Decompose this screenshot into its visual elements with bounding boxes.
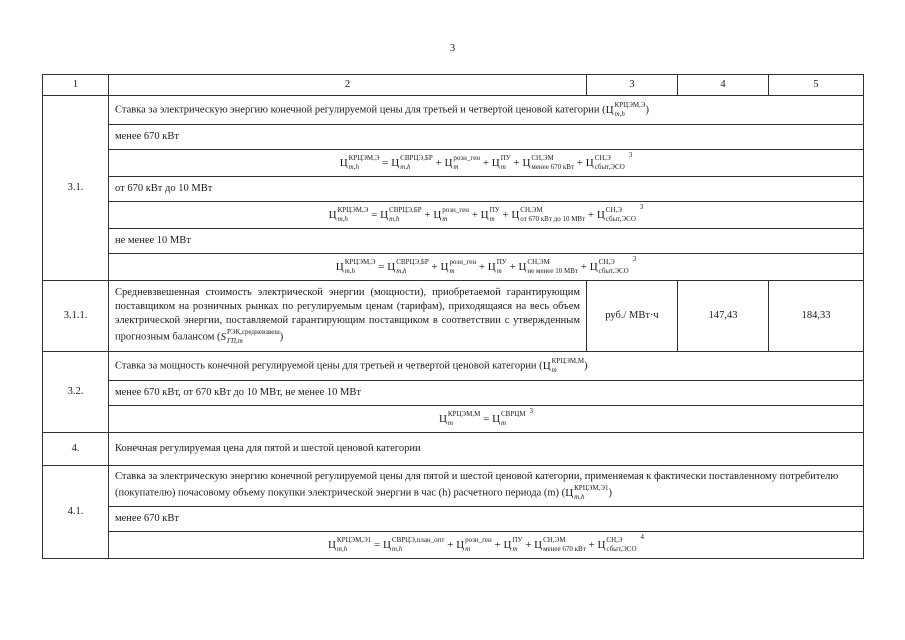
row-3-1-1: [43, 281, 864, 352]
row-text: Средневзвешенная стоимость электрической энергии (мощности), приобретаемой гарантирующим поставщиком на розничных рынках по регулируемым ценам (тарифам), приходящаяся на весь объем электрической энергии, поставляемой гарантирующим поставщиком в соответствии с утвержденным прогнозным балансом (S РЭК,средневзвеш ГП,m ): [109, 281, 587, 352]
formula: Ц КРЦЭМ,Э m,h = Ц СВРЦЭ,БР m,h + Ц розн_ген m + Ц ПУ m + Ц СН,ЭМ менее 670 кВт + Ц СН,Э сбыт,ЭСО $^3$: [109, 150, 864, 177]
header-row: [43, 75, 864, 96]
value-col-4: 147,43: [678, 281, 769, 352]
row-4-1-formula: [43, 532, 864, 559]
row-4-1-label: [43, 507, 864, 532]
row-3-1-label-c: [43, 229, 864, 254]
tariff-table: [42, 74, 864, 559]
row-number: 4.1.: [43, 466, 109, 559]
row-text: Ставка за мощность конечной регулируемой цены для третьей и четвертой ценовой категории (Ц КРЦЭМ,М m ): [109, 352, 864, 381]
row-3-1: [43, 96, 864, 125]
formula: Ц КРЦЭМ,Э m,h = Ц СВРЦЭ,БР m,h + Ц розн_ген m + Ц ПУ m + Ц СН,ЭМ от 670 кВт до 10 МВт + Ц СН,Э сбыт,ЭСО $^3$: [109, 202, 864, 229]
formula: Ц КРЦЭМ,М m = Ц СВРЦМ m $^3$: [109, 406, 864, 433]
header-col-5: 5: [769, 75, 864, 96]
row-text: Ставка за электрическую энергию конечной регулируемой цены для третьей и четвертой ценовой категории (Ц КРЦЭМ,Э m,h ): [109, 96, 864, 125]
header-col-3: 3: [587, 75, 678, 96]
row-3-1-label-a: [43, 125, 864, 150]
row-3-1-formula-b: [43, 202, 864, 229]
formula: Ц КРЦЭМ,Э m,h = Ц СВРЦЭ,БР m,h + Ц розн_ген m + Ц ПУ m + Ц СН,ЭМ не менее 10 МВт + Ц СН,Э сбыт,ЭСО $^3$: [109, 254, 864, 281]
row-3-2: [43, 352, 864, 381]
unit-cell: руб./ МВт·ч: [587, 281, 678, 352]
row-3-1-formula-c: [43, 254, 864, 281]
formula: Ц КРЦЭМ,Э1 m,h = Ц СВРЦЭ,план_опт m,h + Ц розн_ген m + Ц ПУ m + Ц СН,ЭМ менее 670 кВт + Ц СН,Э сбыт,ЭСО $^4$: [109, 532, 864, 559]
row-number: 3.1.: [43, 96, 109, 281]
row-text: Конечная регулируемая цена для пятой и шестой ценовой категории: [109, 433, 864, 466]
row-3-2-formula: [43, 406, 864, 433]
header-col-1: 1: [43, 75, 109, 96]
row-label: не менее 10 МВт: [109, 229, 864, 254]
value-col-5: 184,33: [769, 281, 864, 352]
row-4-1: [43, 466, 864, 507]
row-text: Ставка за электрическую энергию конечной регулируемой цены для пятой и шестой ценовой категории, применяемая к фактически поставленному потребителю (покупателю) почасовому объему покупки электрической энергии в час (h) расчетного периода (m) (Ц КРЦЭМ,Э1 m,h ): [109, 466, 864, 507]
row-label: менее 670 кВт: [109, 125, 864, 150]
header-col-2: 2: [109, 75, 587, 96]
row-3-2-label: [43, 381, 864, 406]
row-3-1-label-b: [43, 177, 864, 202]
row-label: менее 670 кВт, от 670 кВт до 10 МВт, не менее 10 МВт: [109, 381, 864, 406]
row-number: 4.: [43, 433, 109, 466]
row-4: [43, 433, 864, 466]
row-number: 3.1.1.: [43, 281, 109, 352]
header-col-4: 4: [678, 75, 769, 96]
row-3-1-formula-a: [43, 150, 864, 177]
row-label: от 670 кВт до 10 МВт: [109, 177, 864, 202]
page-number: 3: [449, 42, 456, 54]
row-label: менее 670 кВт: [109, 507, 864, 532]
row-number: 3.2.: [43, 352, 109, 433]
